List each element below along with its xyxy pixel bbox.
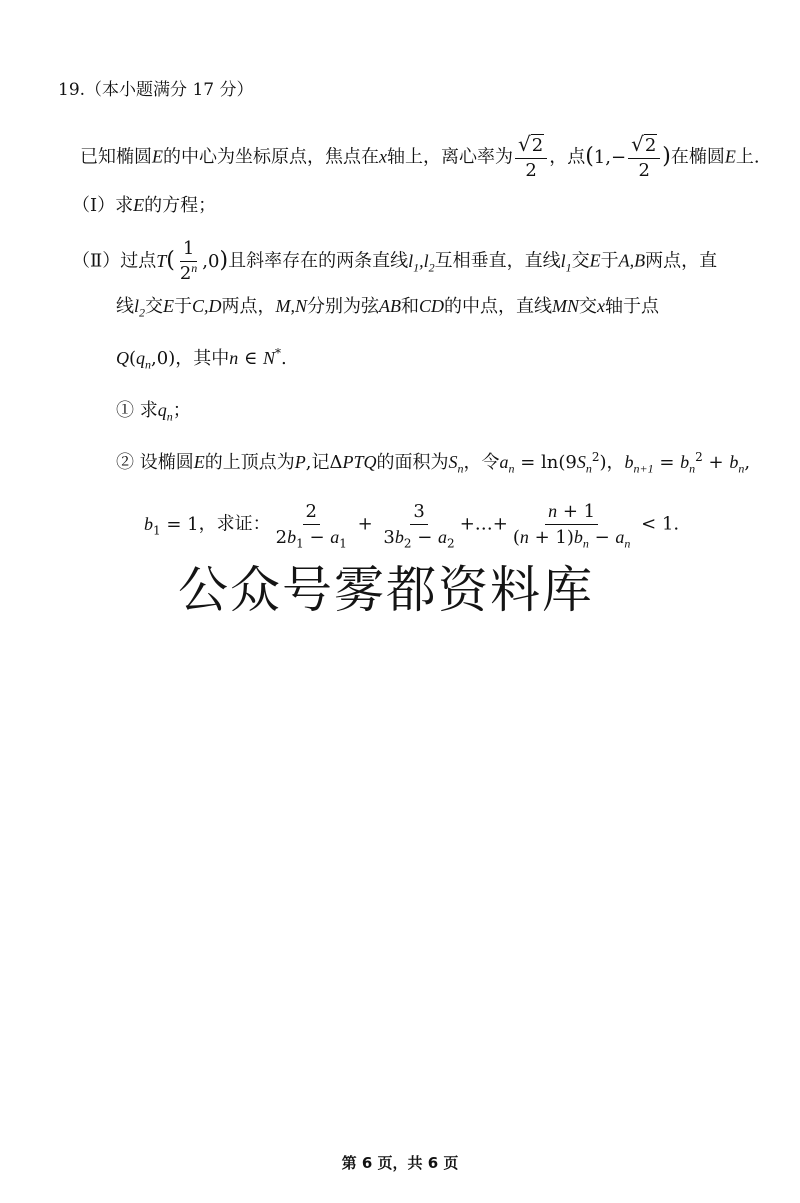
part-2-text: 两点， (221, 296, 276, 317)
math-x: x (379, 146, 387, 167)
math-l1: $l_1$ (560, 250, 572, 275)
math-MN-line: MN (552, 296, 580, 316)
part-1-mark: （Ⅰ） (72, 195, 116, 216)
sub-question-2-text: 的上顶点为 (204, 452, 295, 473)
sub-question-2-text: ,记 (305, 452, 330, 473)
part-1 (72, 193, 216, 218)
math-E: E (133, 195, 145, 215)
inequality-bound: < 1. (635, 513, 680, 535)
intro-text: 在椭圆 (670, 146, 725, 168)
sum-ellipsis: +…+ (459, 513, 508, 535)
math-E: E (152, 146, 163, 167)
math-P: P (294, 452, 306, 472)
part-2-text: 交 (579, 296, 598, 317)
part-2-line-1 (72, 238, 717, 285)
part-2-text: 的中点，直线 (444, 296, 553, 317)
part-2-text: ，其中 (175, 348, 230, 369)
math-Sn: $S_n$ (448, 452, 464, 476)
part-2-text: 互相垂直，直线 (434, 250, 561, 272)
sub-question-2-text: 设椭圆 (139, 452, 194, 473)
math-AB: A,B (618, 250, 646, 271)
part-2-text: 交 (571, 250, 590, 272)
math-E: E (163, 296, 175, 316)
math-an-definition: $a_n = \ln(9S_n^2)$ (499, 450, 607, 476)
part-2-text: 轴于点 (605, 296, 660, 317)
part-2-text: 和 (401, 296, 420, 317)
sub-question-1 (116, 398, 191, 423)
part-2-text: 于 (174, 296, 193, 317)
math-qn: $q_n$ (157, 400, 173, 424)
intro-text: 已知椭圆 (80, 146, 152, 168)
intro-text: ，点 (549, 146, 586, 168)
sub-question-2-text: ，求证： (198, 513, 271, 535)
math-bn-recurrence: $b_{n+1} = b_n^2 + b_n$, (624, 450, 751, 476)
problem-intro (80, 133, 760, 182)
part-1-text: 的方程； (144, 195, 217, 216)
part-2-text: 分别为弦 (307, 296, 380, 317)
sub-question-2-text: ，令 (463, 452, 500, 473)
part-2-text: 于 (600, 250, 619, 272)
problem-header (58, 78, 254, 102)
sub-question-1-mark: ① (116, 400, 134, 421)
math-CD-chord: CD (419, 296, 445, 316)
watermark-text: 公众号雾都资料库 (178, 561, 594, 619)
math-b1: $b_1 = 1$ (144, 513, 199, 538)
sum-term-1: $\frac{2}{2b_1 - a_1}$ (275, 500, 347, 551)
part-1-text: 求 (115, 195, 134, 216)
math-x: x (597, 296, 606, 316)
part-2-text: 线 (116, 296, 134, 317)
sub-question-1-text: 求 (139, 400, 158, 421)
part-2-line-3 (116, 346, 287, 371)
part-2-text: 且斜率存在的两条直线 (228, 250, 409, 272)
sub-question-2 (116, 450, 750, 475)
part-2-mark: （Ⅱ） (72, 250, 121, 272)
part-2-text: 过点 (120, 250, 157, 272)
sub-question-1-end: ； (172, 400, 191, 421)
math-MN: M,N (275, 296, 308, 316)
math-n-in-N: n ∈ N*. (229, 346, 287, 369)
sub-question-2-mark: ② (116, 452, 134, 473)
math-E: E (724, 146, 736, 167)
math-AB-chord: AB (379, 296, 402, 316)
problem-number: 19. (58, 80, 86, 100)
intro-text: 的中心为坐标原点，焦点在 (163, 146, 379, 168)
math-E: E (589, 250, 601, 271)
sum-term-2: $\frac{3}{3b_2 - a_2}$ (383, 500, 455, 551)
part-2-line-2 (116, 294, 659, 319)
sum-term-n: $\frac{n + 1}{(n + 1)b_n - a_n}$ (512, 501, 631, 551)
eccentricity-fraction: $\frac{√2}{2}$ (515, 133, 547, 182)
point-Q: Q (116, 348, 129, 368)
point-T: T( $\frac{1}{2^n}$ ,0) (156, 238, 229, 284)
page-footer: 第 6 页，共 6 页 (341, 1154, 459, 1172)
math-triangle-PTQ: ΔPTQ (329, 452, 377, 473)
sub-question-2-text: 的面积为 (376, 452, 449, 473)
point-coordinates: (1,− $\frac{√2}{2}$ ) (585, 132, 671, 181)
part-2-text: 两点，直 (645, 250, 718, 272)
math-CD: C,D (192, 296, 222, 316)
math-E: E (193, 452, 205, 472)
point-Q-coords: $(q_n,0)$ (129, 348, 176, 372)
math-l2: $l_2$ (134, 296, 146, 320)
part-2-text: 交 (145, 296, 164, 317)
intro-text: 上. (735, 146, 760, 168)
problem-score: （本小题满分 17 分） (85, 80, 254, 100)
intro-text: 轴上，离心率为 (387, 146, 513, 168)
sub-question-2-inequality: $b_1 = 1$，求证： $\frac{2}{2b_1 - a_1}$ + $\frac{3}{3b_2 - a_2}$ +…+ $\frac{n + 1}{(n + 1)b_n - a_n}$ < 1. (144, 500, 680, 551)
math-lines: $l_1,l_2$ (408, 250, 435, 275)
sub-question-2-text: ， (606, 452, 625, 473)
